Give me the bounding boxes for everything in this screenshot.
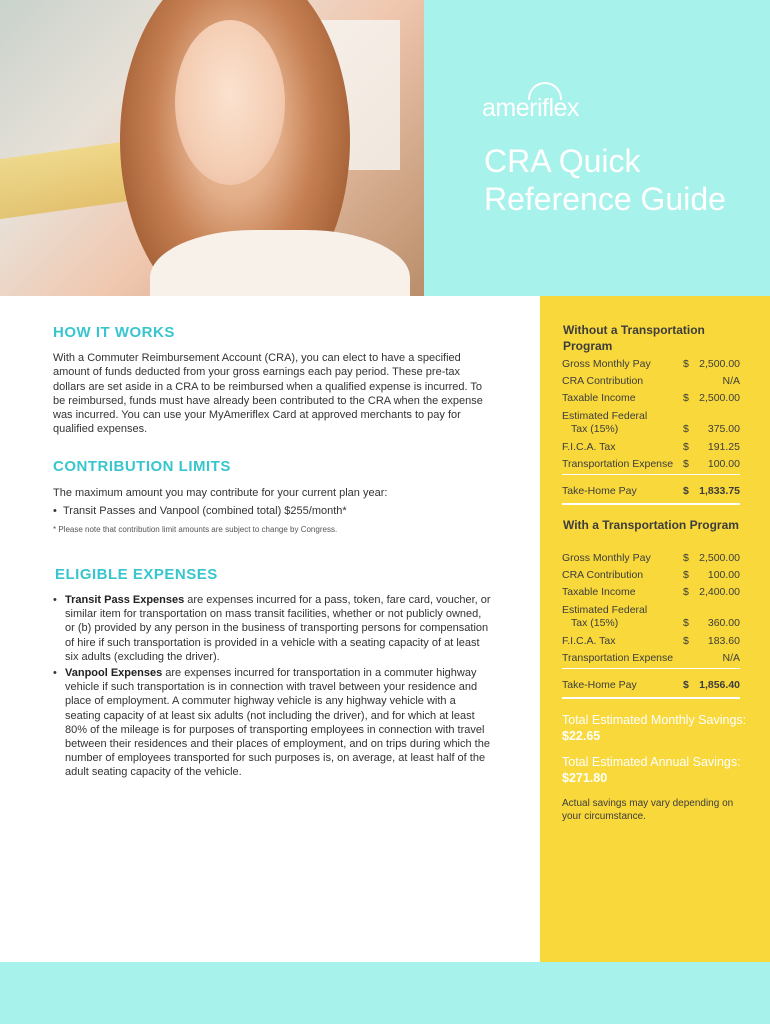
monthly-savings-label: Total Estimated Monthly Savings: [562,713,747,727]
currency-symbol: $ [683,552,689,564]
footer-band [0,962,770,1024]
row-label: Estimated Federal [562,410,648,422]
currency-symbol: $ [683,617,689,629]
row-amount: 360.00 [707,617,740,629]
row-label: Transportation Expense [562,458,674,470]
row-label: CRA Contribution [562,569,644,581]
currency-symbol: $ [683,458,689,470]
row-amount: 375.00 [707,423,740,435]
row-amount: N/A [722,652,740,664]
document-title: CRA Quick Reference Guide [484,143,726,217]
divider [562,503,740,505]
without-gross-row [562,358,740,375]
shirt-shape [150,230,410,296]
row-amount: N/A [722,375,740,387]
contribution-limit-text: Transit Passes and Vanpool (combined total) $255/month* [62,505,347,517]
without-fica-row [562,441,740,458]
row-label: Tax (15%) [571,423,619,435]
row-amount: 1,856.40 [699,679,740,691]
with-transport-row [562,652,740,669]
currency-symbol: $ [683,485,689,497]
with-program-heading: With a Transportation Program [563,518,739,532]
with-cra-row [562,569,740,586]
monthly-savings-value: $22.65 [562,729,601,743]
with-gross-row [562,552,740,569]
background-train [0,141,130,219]
row-label: Gross Monthly Pay [562,552,651,564]
with-fica-row [562,635,740,652]
how-it-works-heading: HOW IT WORKS [53,324,175,341]
expense-description: are expenses incurred for transportation in a commuter highway vehicle if such transportation is in connection with travel between your residence and place of employment. A commuter highway vehicle is any highway vehicle with a seating capacity of at least six adults (not including the driver), and for which at least 80% of the mileage is for purposes of transporting employees in connection with travel between their residences and their places of employment, and on trips during which the number of employees transported for such purposes is, on average, at least half of the adult seating capacity of the vehicle. [65,667,490,779]
row-amount: 1,833.75 [699,485,740,497]
row-label: Taxable Income [562,586,636,598]
bullet-dot: • [53,667,57,680]
savings-disclaimer: Actual savings may vary depending on your circumstance. [562,798,734,822]
logo-wordmark: ameriflex [482,94,579,122]
row-label: F.I.C.A. Tax [562,441,616,453]
currency-symbol: $ [683,423,689,435]
currency-symbol: $ [683,358,689,370]
row-amount: 191.25 [707,441,740,453]
face-shape [175,20,285,185]
hero-photo [0,0,424,296]
contribution-limit-item [53,505,347,517]
row-label: Take-Home Pay [562,485,637,497]
row-label: Gross Monthly Pay [562,358,651,370]
without-taxable-row [562,392,740,409]
currency-symbol: $ [683,679,689,691]
row-label: F.I.C.A. Tax [562,635,616,647]
row-amount: 2,400.00 [699,586,740,598]
row-label: Estimated Federal [562,604,648,616]
row-amount: 2,500.00 [699,358,740,370]
row-amount: 183.60 [707,635,740,647]
row-amount: 2,500.00 [699,552,740,564]
with-takehome-row [562,679,740,696]
row-amount: 100.00 [707,458,740,470]
ameriflex-logo [482,82,592,124]
eligible-expenses-list [53,593,493,782]
expense-term: Transit Pass Expenses [65,594,185,606]
without-cra-row [562,375,740,392]
row-amount: 2,500.00 [699,392,740,404]
currency-symbol: $ [683,635,689,647]
header-banner [0,0,770,296]
expense-term: Vanpool Expenses [65,667,163,680]
contribution-limits-heading: CONTRIBUTION LIMITS [53,458,231,475]
currency-symbol: $ [683,569,689,581]
monthly-savings [562,712,752,744]
row-label: Tax (15%) [571,617,619,629]
without-federal-row [562,423,740,440]
row-label: Taxable Income [562,392,636,404]
without-program-heading: Without a Transportation Program [563,323,705,353]
how-it-works-body: With a Commuter Reimbursement Account (CRA), you can elect to have a specified amount of funds deducted from your gross earnings each pay period. These pre-tax dollars are set aside in a CRA to be reimbursed when a qualified expense is incurred. To be reimbursed, funds must have already been contributed to the CRA when the expense was incurred. You can use your MyAmeriflex Card at approved merchants to pay for qualified expenses. [53,352,483,436]
without-takehome-row [562,485,740,502]
with-federal-row [562,617,740,634]
currency-symbol: $ [683,392,689,404]
without-transport-row [562,458,740,475]
bullet-dot: • [53,505,63,517]
row-label: Take-Home Pay [562,679,637,691]
list-item [53,593,493,664]
savings-sidebar [540,296,770,962]
annual-savings [562,754,752,786]
eligible-expenses-heading: ELIGIBLE EXPENSES [55,566,218,583]
currency-symbol: $ [683,586,689,598]
annual-savings-value: $271.80 [562,771,608,785]
contribution-limits-intro: The maximum amount you may contribute for your current plan year: [53,487,388,499]
annual-savings-label: Total Estimated Annual Savings: [562,755,741,769]
contribution-limit-note: * Please note that contribution limit amounts are subject to change by Congress. [53,525,338,534]
currency-symbol: $ [683,441,689,453]
with-taxable-row [562,586,740,603]
divider [562,697,740,699]
expense-description: are expenses incurred for a pass, token, fare card, voucher, or similar item for transportation on mass transit facilities, whether or not publicly owned, or (b) provided by any person in the business of transporting persons for compensation of hire if such transportation is provided in a vehicle with a seating capacity of at least six adults (excluding the driver). [65,594,491,663]
row-label: CRA Contribution [562,375,644,387]
row-amount: 100.00 [707,569,740,581]
bullet-dot: • [53,594,57,606]
list-item [53,666,493,780]
row-label: Transportation Expense [562,652,674,664]
